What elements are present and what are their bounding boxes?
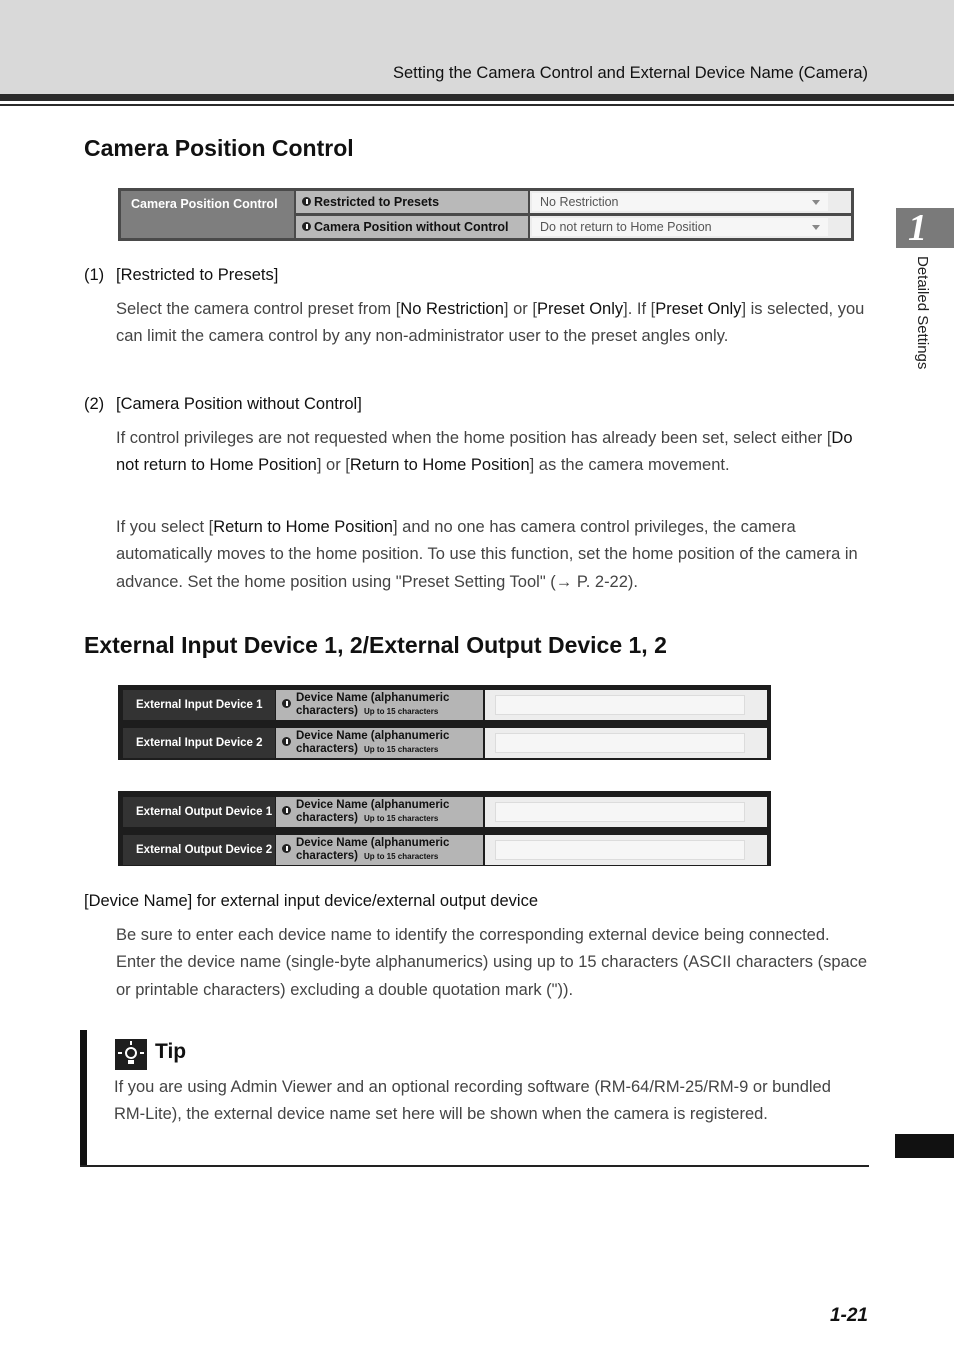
device-name-field-cell	[485, 690, 767, 720]
keyword: Return to Home Position	[349, 456, 530, 475]
chapter-number: 1	[908, 207, 927, 249]
restricted-to-presets-cell	[530, 191, 851, 213]
camera-position-without-control-label	[296, 216, 528, 238]
text: If control privileges are not requested when the home position has already been set, select either [	[116, 429, 832, 447]
restricted-to-presets-select[interactable]	[532, 193, 828, 211]
text: ] as the camera movement.	[529, 456, 730, 475]
device-name-info	[276, 835, 483, 865]
device-name-line-1: Device Name (alphanumeric	[296, 799, 450, 811]
external-input-device-1-name-input[interactable]	[495, 695, 745, 715]
device-name-line-2	[296, 850, 438, 863]
item-2-heading	[84, 395, 362, 414]
device-label: External Output Device 1	[123, 797, 275, 827]
header-title: Setting the Camera Control and External Device Name (Camera)	[392, 64, 868, 82]
camera-position-without-control-select[interactable]	[532, 218, 828, 236]
device-name-line-2-text: characters)	[296, 705, 359, 717]
item-number: (2)	[84, 395, 105, 413]
external-input-device-1-row	[118, 690, 771, 720]
keyword: Preset Only	[536, 300, 624, 318]
device-name-line-2-text: characters)	[296, 743, 359, 755]
text: ] is selected, you can limit the camera control by any non-administrator user to the preset angles only.	[116, 300, 865, 346]
device-name-line-1: Device Name (alphanumeric	[296, 730, 450, 742]
character-limit-hint: Up to 15 characters	[364, 745, 439, 754]
keyword: Preset Only	[655, 300, 742, 318]
info-icon	[282, 737, 291, 746]
info-icon	[282, 699, 291, 708]
text: ] or [	[316, 456, 350, 475]
device-name-field-cell	[485, 797, 767, 827]
tip-bottom-rule	[80, 1165, 869, 1167]
external-output-device-2-row	[118, 835, 771, 865]
tip-title: Tip	[155, 1040, 187, 1063]
info-icon	[282, 806, 291, 815]
external-output-device-2-name-input[interactable]	[495, 840, 745, 860]
select-value: Do not return to Home Position	[540, 220, 712, 234]
device-name-info	[276, 690, 483, 720]
device-name-line-2	[296, 812, 438, 825]
text: ] or [	[503, 300, 537, 318]
side-thumb-marker	[895, 1134, 954, 1158]
device-name-line-2-text: characters)	[296, 850, 359, 862]
text: Select the camera control preset from [	[116, 300, 401, 318]
section-title-camera-position: Camera Position Control	[84, 135, 354, 161]
page-number: 1-21	[829, 1305, 868, 1326]
device-label: External Input Device 1	[123, 690, 275, 720]
external-input-device-panel	[118, 685, 771, 760]
item-2-paragraph-1	[116, 425, 868, 480]
select-value: No Restriction	[540, 195, 619, 209]
item-2-paragraph-2	[116, 514, 868, 596]
item-title: [Camera Position without Control]	[116, 395, 362, 413]
device-name-line-2	[296, 705, 438, 718]
text: ]. If [	[623, 300, 656, 318]
device-name-info	[276, 728, 483, 758]
device-name-info	[276, 797, 483, 827]
item-1-heading	[84, 266, 278, 285]
text: If you select [	[116, 518, 214, 536]
device-name-field-cell	[485, 835, 767, 865]
external-output-device-panel	[118, 791, 771, 866]
camera-position-without-control-cell	[530, 216, 851, 238]
external-output-device-1-name-input[interactable]	[495, 802, 745, 822]
dropdown-arrow-icon	[812, 200, 820, 205]
device-name-line-1: Device Name (alphanumeric	[296, 692, 450, 704]
external-output-device-1-row	[118, 797, 771, 827]
item-number: (1)	[84, 266, 105, 284]
section-title-external-devices: External Input Device 1, 2/External Output Device 1, 2	[84, 632, 667, 658]
character-limit-hint: Up to 15 characters	[364, 814, 439, 823]
character-limit-hint: Up to 15 characters	[364, 707, 439, 716]
item-1-paragraph	[116, 296, 868, 351]
keyword: Do not return to Home Position	[116, 429, 853, 475]
camera-position-panel	[118, 188, 854, 241]
device-name-note-heading: [Device Name] for external input device/external output device	[84, 892, 538, 910]
device-name-field-cell	[485, 728, 767, 758]
info-icon	[302, 197, 311, 206]
row-label-text: Restricted to Presets	[314, 195, 440, 209]
external-input-device-2-row	[118, 728, 771, 758]
camera-position-panel-label: Camera Position Control	[121, 191, 294, 238]
external-input-device-2-name-input[interactable]	[495, 733, 745, 753]
tip-text: If you are using Admin Viewer and an optional recording software (RM-64/RM-25/RM-9 or bundled RM-Lite), the external device name set here will be shown when the camera is registered.	[114, 1078, 831, 1124]
restricted-to-presets-label	[296, 191, 528, 213]
header-rule-thick	[0, 94, 954, 101]
header-rule-thin	[0, 104, 954, 106]
device-label: External Output Device 2	[123, 835, 275, 865]
device-name-line-2-text: characters)	[296, 812, 359, 824]
text: ] and no one has camera control privileges, the camera automatically moves to the home position. To use this function, set the home position of the camera in advance. Set the home position using "Preset Setting Tool" (→ P. 2-22).	[116, 518, 858, 591]
item-title: [Restricted to Presets]	[116, 266, 279, 284]
keyword: Return to Home Position	[213, 518, 393, 536]
character-limit-hint: Up to 15 characters	[364, 852, 439, 861]
row-label-text: Camera Position without Control	[314, 220, 509, 234]
device-name-line-1: Device Name (alphanumeric	[296, 837, 450, 849]
chapter-label: Detailed Settings	[914, 256, 931, 370]
lightbulb-icon	[115, 1039, 147, 1070]
tip-side-bar	[80, 1030, 87, 1167]
device-label: External Input Device 2	[123, 728, 275, 758]
info-icon	[282, 844, 291, 853]
keyword: No Restriction	[400, 300, 504, 318]
info-icon	[302, 222, 311, 231]
device-name-note-paragraph: Be sure to enter each device name to identify the corresponding external device being connected. Enter the device name (single-byte alphanumerics) using up to 15 characters (ASCII characters (space or printable characters) excluding a double quotation mark (")).	[116, 926, 868, 999]
device-name-line-2	[296, 743, 438, 756]
dropdown-arrow-icon	[812, 225, 820, 230]
